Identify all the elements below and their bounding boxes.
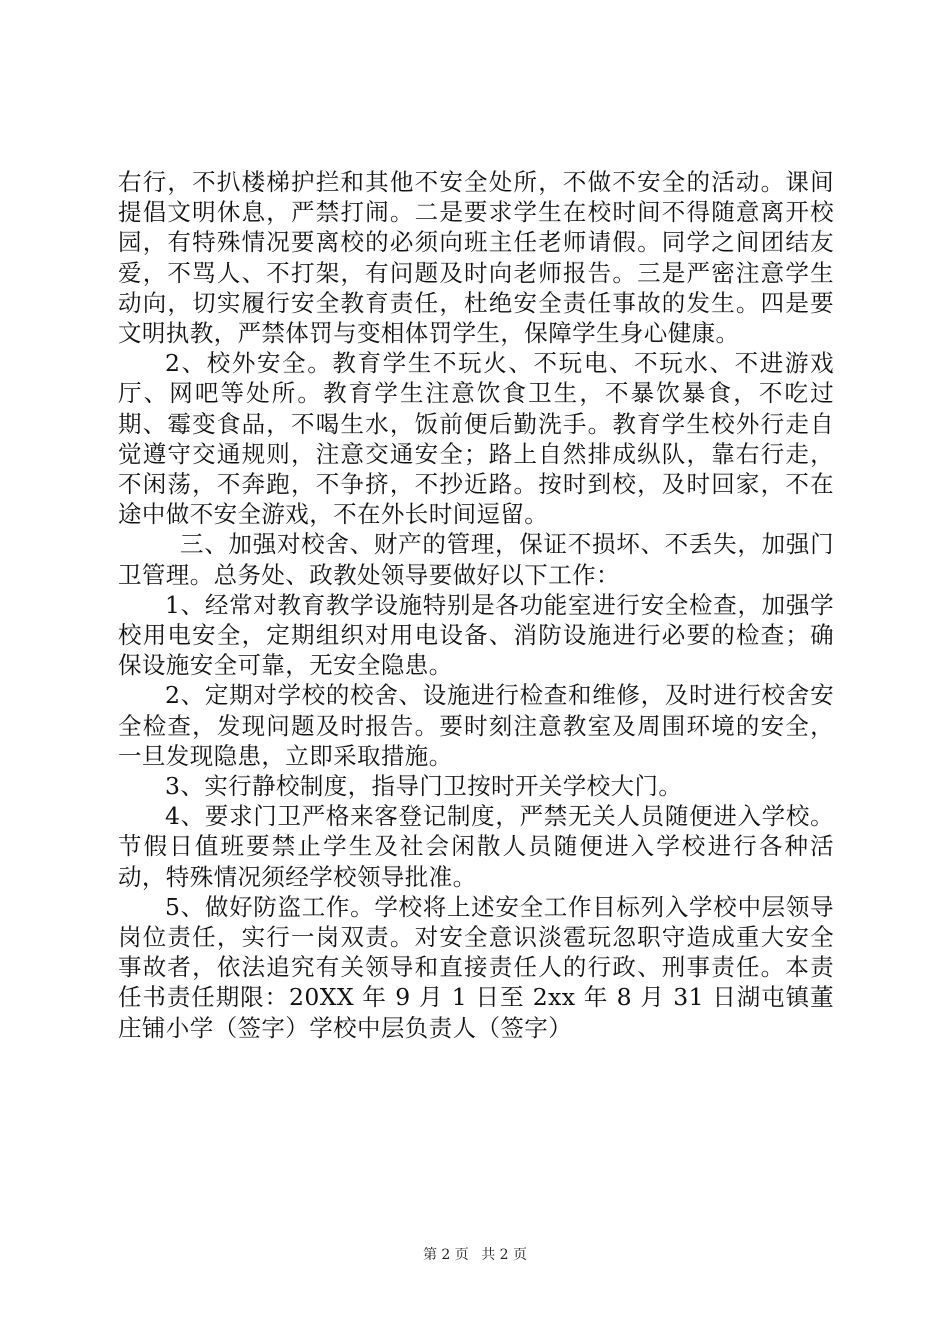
paragraph-item-4: 4、要求门卫严格来客登记制度，严禁无关人员随便进入学校。节假日值班要禁止学生及社会闲散人员随便进入学校进行各种活动，特殊情况须经学校领导批准。 bbox=[118, 802, 834, 891]
page-total: 共 2 页 bbox=[481, 1247, 528, 1263]
page-number: 第 2 页 bbox=[422, 1247, 469, 1263]
paragraph-school-safety-continued: 右行，不扒楼梯护拦和其他不安全处所，不做不安全的活动。课间提倡文明休息，严禁打闹。二是要求学生在校时间不得随意离开校园，有特殊情况要离校的必须向班主任老师请假。同学之间团结友爱，不骂人、不打架，有问题及时向老师报告。三是严密注意学生动向，切实履行安全教育责任，杜绝安全责任事故的发生。四是要文明执教，严禁体罚与变相体罚学生，保障学生身心健康。 bbox=[118, 168, 834, 348]
paragraph-item-1: 1、经常对教育教学设施特别是各功能室进行安全检查，加强学校用电安全，定期组织对用电设备、消防设施进行必要的检查；确保设施安全可靠，无安全隐患。 bbox=[118, 590, 834, 680]
page-footer bbox=[0, 1246, 950, 1264]
document-body bbox=[118, 167, 834, 1043]
paragraph-off-campus-safety: 2、校外安全。教育学生不玩火、不玩电、不玩水、不进游戏厅、网吧等处所。教育学生注意饮食卫生，不暴饮暴食，不吃过期、霉变食品，不喝生水，饭前便后勤洗手。教育学生校外行走自觉遵守交通规则，注意交通安全；路上自然排成纵队，靠右行走，不闲荡，不奔跑，不争挤，不抄近路。按时到校，及时回家，不在途中做不安全游戏，不在外长时间逗留。 bbox=[118, 349, 834, 529]
paragraph-item-3: 3、实行静校制度，指导门卫按时开关学校大门。 bbox=[165, 772, 683, 801]
paragraph-section-three-heading: 三、加强对校舍、财产的管理，保证不损坏、不丢失，加强门卫管理。总务处、政教处领导要做好以下工作： bbox=[118, 530, 834, 589]
paragraph-item-5: 5、做好防盗工作。学校将上述安全工作目标列入学校中层领导岗位责任，实行一岗双责。对安全意识淡雹玩忽职守造成重大安全事故者，依法追究有关领导和直接责任人的行政、刑事责任。本责任书责任期限：20XX 年 9 月 1 日至 2xx 年 8 月 31 日湖屯镇董庄铺小学（签字）学校中层负责人（签字） bbox=[118, 892, 834, 1042]
paragraph-item-2: 2、定期对学校的校舍、设施进行检查和维修，及时进行校舍安全检查，发现问题及时报告。要时刻注意教室及周围环境的安全，一旦发现隐患，立即采取措施。 bbox=[118, 681, 834, 770]
